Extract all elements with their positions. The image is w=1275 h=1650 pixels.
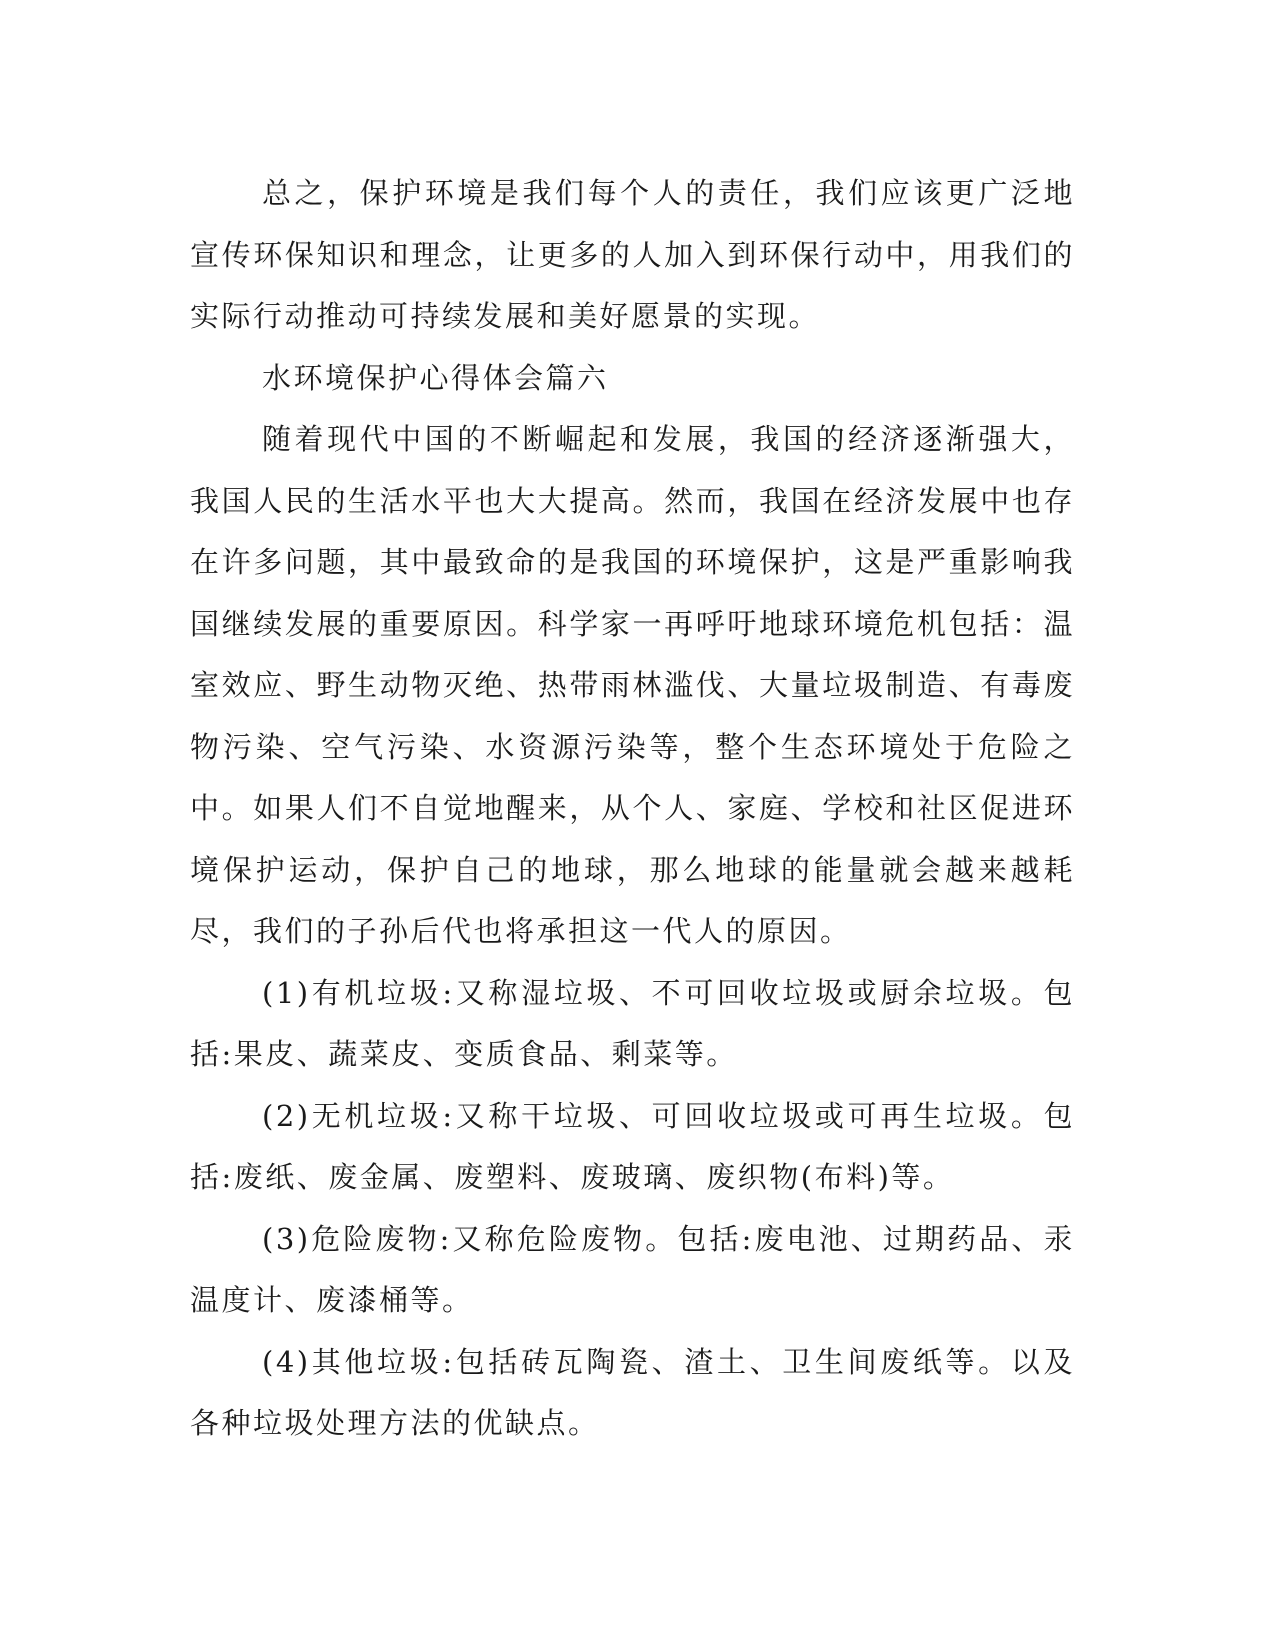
list-item-organic-waste: (1)有机垃圾:又称湿垃圾、不可回收垃圾或厨余垃圾。包括:果皮、蔬菜皮、变质食品、剩菜等。	[190, 975, 1075, 1071]
paragraph-conclusion: 总之，保护环境是我们每个人的责任，我们应该更广泛地宣传环保知识和理念，让更多的人加入到环保行动中，用我们的实际行动推动可持续发展和美好愿景的实现。	[190, 176, 1075, 333]
document-body	[190, 163, 1075, 1455]
list-item-inorganic-waste: (2)无机垃圾:又称干垃圾、可回收垃圾或可再生垃圾。包括:废纸、废金属、废塑料、废玻璃、废织物(布料)等。	[190, 1098, 1075, 1194]
section-heading: 水环境保护心得体会篇六	[262, 360, 609, 395]
list-item-other-waste: (4)其他垃圾:包括砖瓦陶瓷、渣土、卫生间废纸等。以及各种垃圾处理方法的优缺点。	[190, 1344, 1075, 1440]
list-item-hazardous-waste: (3)危险废物:又称危险废物。包括:废电池、过期药品、汞温度计、废漆桶等。	[190, 1221, 1075, 1317]
paragraph-intro: 随着现代中国的不断崛起和发展，我国的经济逐渐强大，我国人民的生活水平也大大提高。然而，我国在经济发展中也存在许多问题，其中最致命的是我国的环境保护，这是严重影响我国继续发展的重要原因。科学家一再呼吁地球环境危机包括：温室效应、野生动物灭绝、热带雨林滥伐、大量垃圾制造、有毒废物污染、空气污染、水资源污染等，整个生态环境处于危险之中。如果人们不自觉地醒来，从个人、家庭、学校和社区促进环境保护运动，保护自己的地球，那么地球的能量就会越来越耗尽，我们的子孙后代也将承担这一代人的原因。	[190, 422, 1075, 948]
